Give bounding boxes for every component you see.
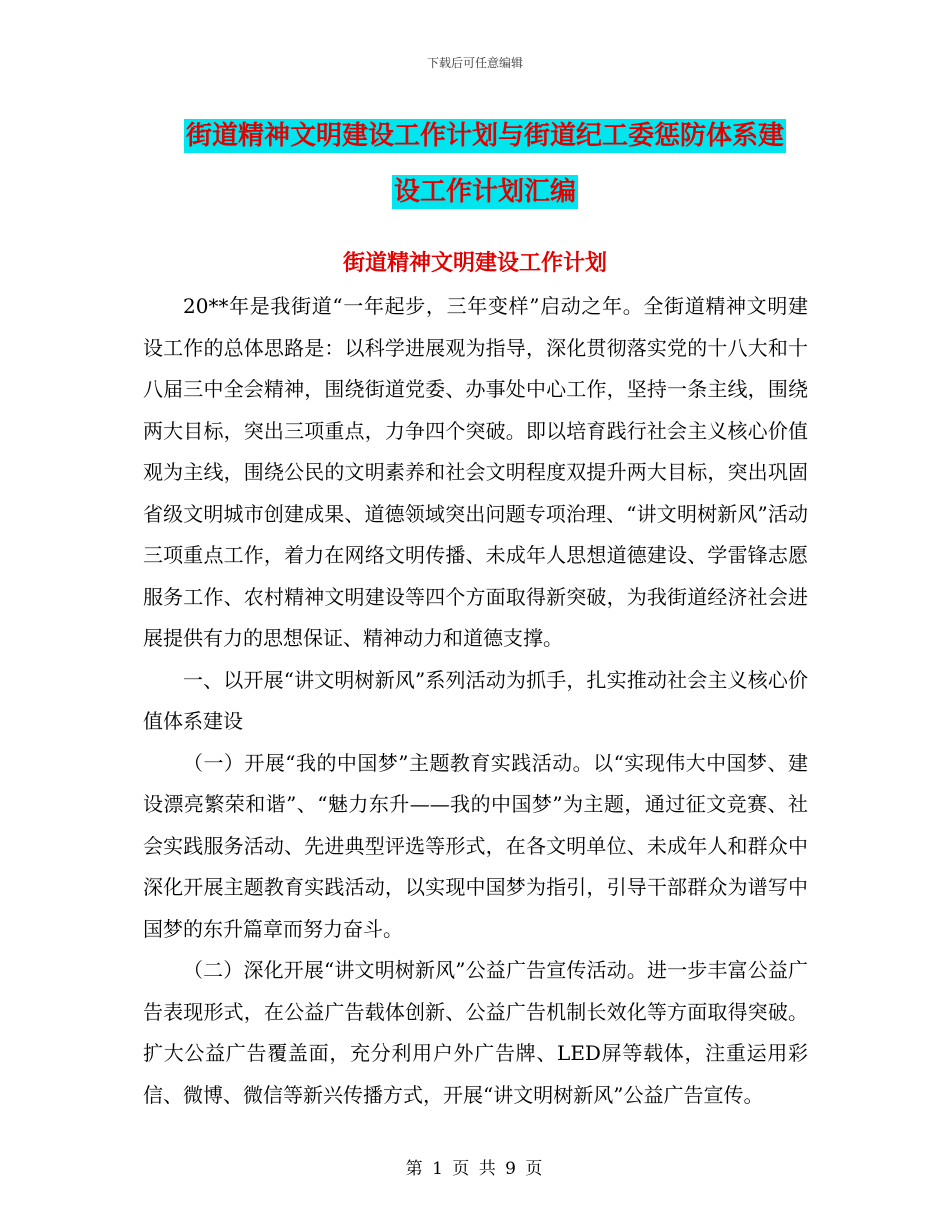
paragraph-item-1: （一）开展“我的中国梦”主题教育实践活动。以“实现伟大中国梦、建设漂亮繁荣和谐”、“魅力东升——我的中国梦”为主题，通过征文竞赛、社会实践服务活动、先进典型评选等形式，在各文明单位、未成年人和群众中深化开展主题教育实践活动，以实现中国梦为指引，引导干部群众为谱写中国梦的东升篇章而努力奋斗。 (143, 750, 808, 941)
section-title: 街道精神文明建设工作计划 (342, 250, 607, 276)
header-note: 下载后可任意编辑 (426, 56, 523, 70)
paragraph-intro: 20**年是我街道“一年起步，三年变样”启动之年。全街道精神文明建设工作的总体思路是：以科学进展观为指导，深化贯彻落实党的十八大和十八届三中全会精神，围绕街道党委、办事处中心工作，坚持一条主线，围绕两大目标，突出三项重点，力争四个突破。即以培育践行社会主义核心价值观为主线，围绕公民的文明素养和社会文明程度双提升两大目标，突出巩固省级文明城市创建成果、道德领域突出问题专项治理、“讲文明树新风”活动三项重点工作，着力在网络文明传播、未成年人思想道德建设、学雷锋志愿服务工作、农村精神文明建设等四个方面取得新突破，为我街道经济社会进展提供有力的思想保证、精神动力和道德支撑。 (143, 294, 808, 650)
page-indicator: 第 1 页 共 9 页 (405, 1159, 545, 1179)
document-title (140, 108, 830, 220)
document-title-line-1: 街道精神文明建设工作计划与街道纪工委惩防体系建 (185, 121, 784, 151)
paragraph-item-2: （二）深化开展“讲文明树新风”公益广告宣传活动。进一步丰富公益广告表现形式，在公益广告载体创新、公益广告机制长效化等方面取得突破。扩大公益广告覆盖面，充分利用户外广告牌、LED屏等载体，注重运用彩信、微博、微信等新兴传播方式，开展“讲文明树新风”公益广告宣传。 (143, 958, 808, 1107)
body-text (143, 286, 808, 1116)
document-title-line-2: 设工作计划汇编 (393, 177, 576, 207)
paragraph-heading-1: 一、以开展“讲文明树新风”系列活动为抓手，扎实推动社会主义核心价值体系建设 (143, 667, 808, 733)
